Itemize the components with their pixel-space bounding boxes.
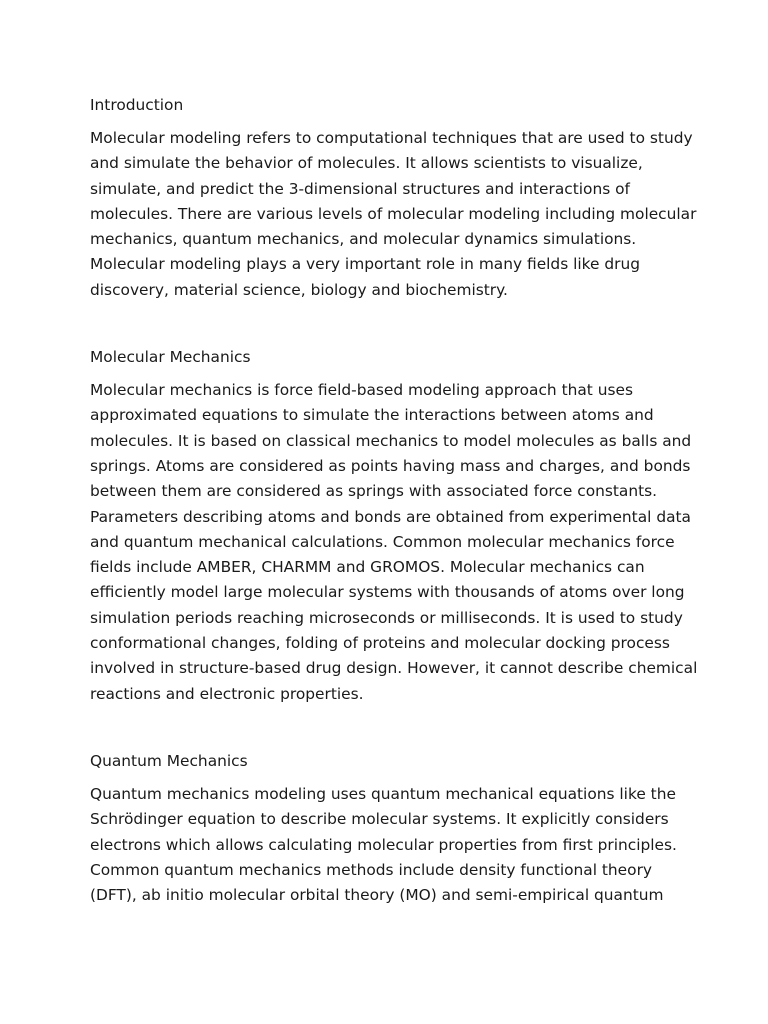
text-line: molecules. There are various levels of molecular modeling including molecular <box>90 204 697 223</box>
section-molecular-mechanics <box>90 346 698 707</box>
text-line: simulate, and predict the 3-dimensional structures and interactions of <box>90 179 630 198</box>
text-line: approximated equations to simulate the interactions between atoms and <box>90 406 654 425</box>
text-line: molecules. It is based on classical mechanics to model molecules as balls and <box>90 431 692 450</box>
text-line: and simulate the behavior of molecules. It allows scientists to visualize, <box>90 154 643 173</box>
section-introduction <box>90 94 697 303</box>
text-line: Schrödinger equation to describe molecular systems. It explicitly considers <box>90 810 669 829</box>
text-line: electrons which allows calculating molecular properties from first principles. <box>90 835 677 854</box>
section-heading: Quantum Mechanics <box>90 751 248 770</box>
text-line: Molecular modeling refers to computational techniques that are used to study <box>90 129 693 147</box>
text-line: Common quantum mechanics methods include density functional theory <box>90 860 653 879</box>
section-body <box>90 378 698 707</box>
text-line: Molecular modeling plays a very important role in many fields like drug <box>90 255 641 274</box>
text-line: between them are considered as springs with associated force constants. <box>90 482 658 501</box>
text-line: Quantum mechanics modeling uses quantum mechanical equations like the <box>90 784 676 803</box>
text-line: fields include AMBER, CHARMM and GROMOS. Molecular mechanics can <box>90 558 645 577</box>
text-line: simulation periods reaching microseconds or milliseconds. It is used to study <box>90 608 683 627</box>
text-line: involved in structure-based drug design. However, it cannot describe chemical <box>90 659 698 678</box>
section-body <box>90 126 697 303</box>
section-heading: Molecular Mechanics <box>90 348 251 367</box>
text-line: efficiently model large molecular systems with thousands of atoms over long <box>90 583 685 602</box>
section-body <box>90 782 678 908</box>
text-line: and quantum mechanical calculations. Common molecular mechanics force <box>90 532 675 551</box>
text-line: discovery, material science, biology and biochemistry. <box>90 280 508 299</box>
section-quantum-mechanics <box>90 750 678 908</box>
text-line: mechanics, quantum mechanics, and molecular dynamics simulations. <box>90 230 637 249</box>
section-heading: Introduction <box>90 96 184 114</box>
text-line: springs. Atoms are considered as points having mass and charges, and bonds <box>90 456 691 475</box>
text-line: (DFT), ab initio molecular orbital theory (MO) and semi-empirical quantum <box>90 886 664 905</box>
text-line: reactions and electronic properties. <box>90 684 364 703</box>
text-line: Molecular mechanics is force field-based modeling approach that uses <box>90 381 633 400</box>
text-line: Parameters describing atoms and bonds are obtained from experimental data <box>90 507 691 526</box>
text-line: conformational changes, folding of proteins and molecular docking process <box>90 634 670 653</box>
